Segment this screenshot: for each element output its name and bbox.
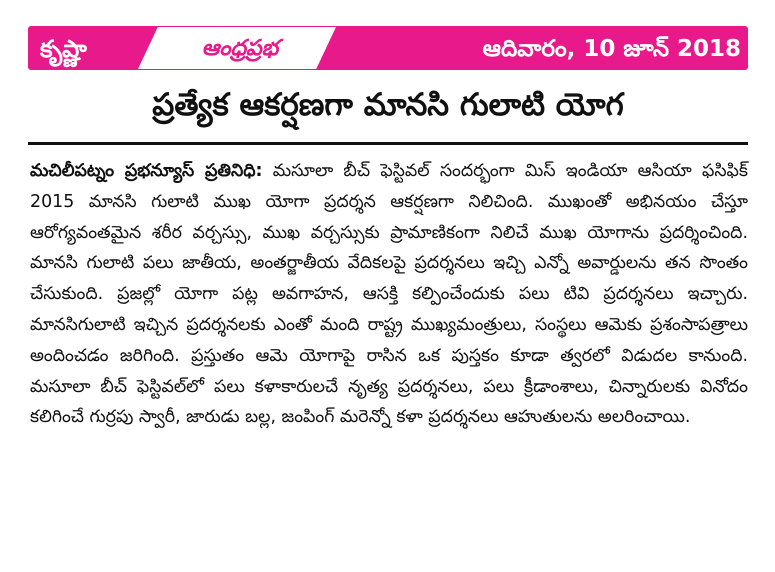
edition-label: కృష్ణా: [40, 35, 87, 63]
article-body: [30, 156, 748, 433]
article-dateline: మచిలీపట్నం ప్రభన్యూస్ ప్రతినిధి:: [30, 161, 263, 181]
paper-name-logo: ఆంధ్రప్రభ: [201, 36, 279, 61]
article-text: మసూలా బీచ్ ఫెస్టివల్ సందర్భంగా మిస్ ఇండియా ఆసియా ఫసిఫిక్ 2015 మానసి గులాటి ముఖ యోగా ప్రదర్శన ఆకర్షణగా నిలిచింది. ముఖంతో అభినయం చేస్తూ ఆరోగ్యవంతమైన శరీర వర్చస్సు, ముఖ వర్చస్సుకు ప్రామాణికంగా నిలిచే ముఖ యోగాను ప్రదర్శించింది. మానసి గులాటి పలు జాతీయ, అంతర్జాతీయ వేదికలపై ప్రదర్శనలు ఇచ్చి ఎన్నో అవార్డులను తన సొంతం చేసుకుంది. ప్రజల్లో యోగా పట్ల అవగాహన, ఆసక్తి కల్పించేందుకు పలు టివి ప్రదర్శనలు ఇచ్చారు. మానసిగులాటి ఇచ్చిన ప్రదర్శనలకు ఎంతో మంది రాష్ట్ర ముఖ్యమంత్రులు, సంస్థలు ఆమెకు ప్రశంసాపత్రాలు అందించడం జరిగింది. ప్రస్తుతం ఆమె యోగాపై రాసిన ఒక పుస్తకం కూడా త్వరలో విడుదల కానుంది. మసూలా బీచ్ ఫెస్టివల్‌లో పలు కళాకారులచే నృత్య ప్రదర్శనలు, పలు క్రీడాంశాలు, చిన్నారులకు వినోదం కలిగించే గుర్రపు స్వారీ, జారుడు బల్ల, జంపింగ్ మరెన్నో కళా ప్రదర్శనలు ఆహుతులను అలరించాయి.: [30, 161, 748, 428]
article-headline: ప్రత్యేక ఆకర్షణగా మానసి గులాటి యోగ: [152, 87, 624, 123]
headline-divider: [28, 142, 748, 145]
publication-date: ఆదివారం, 10 జూన్ 2018: [482, 36, 741, 62]
